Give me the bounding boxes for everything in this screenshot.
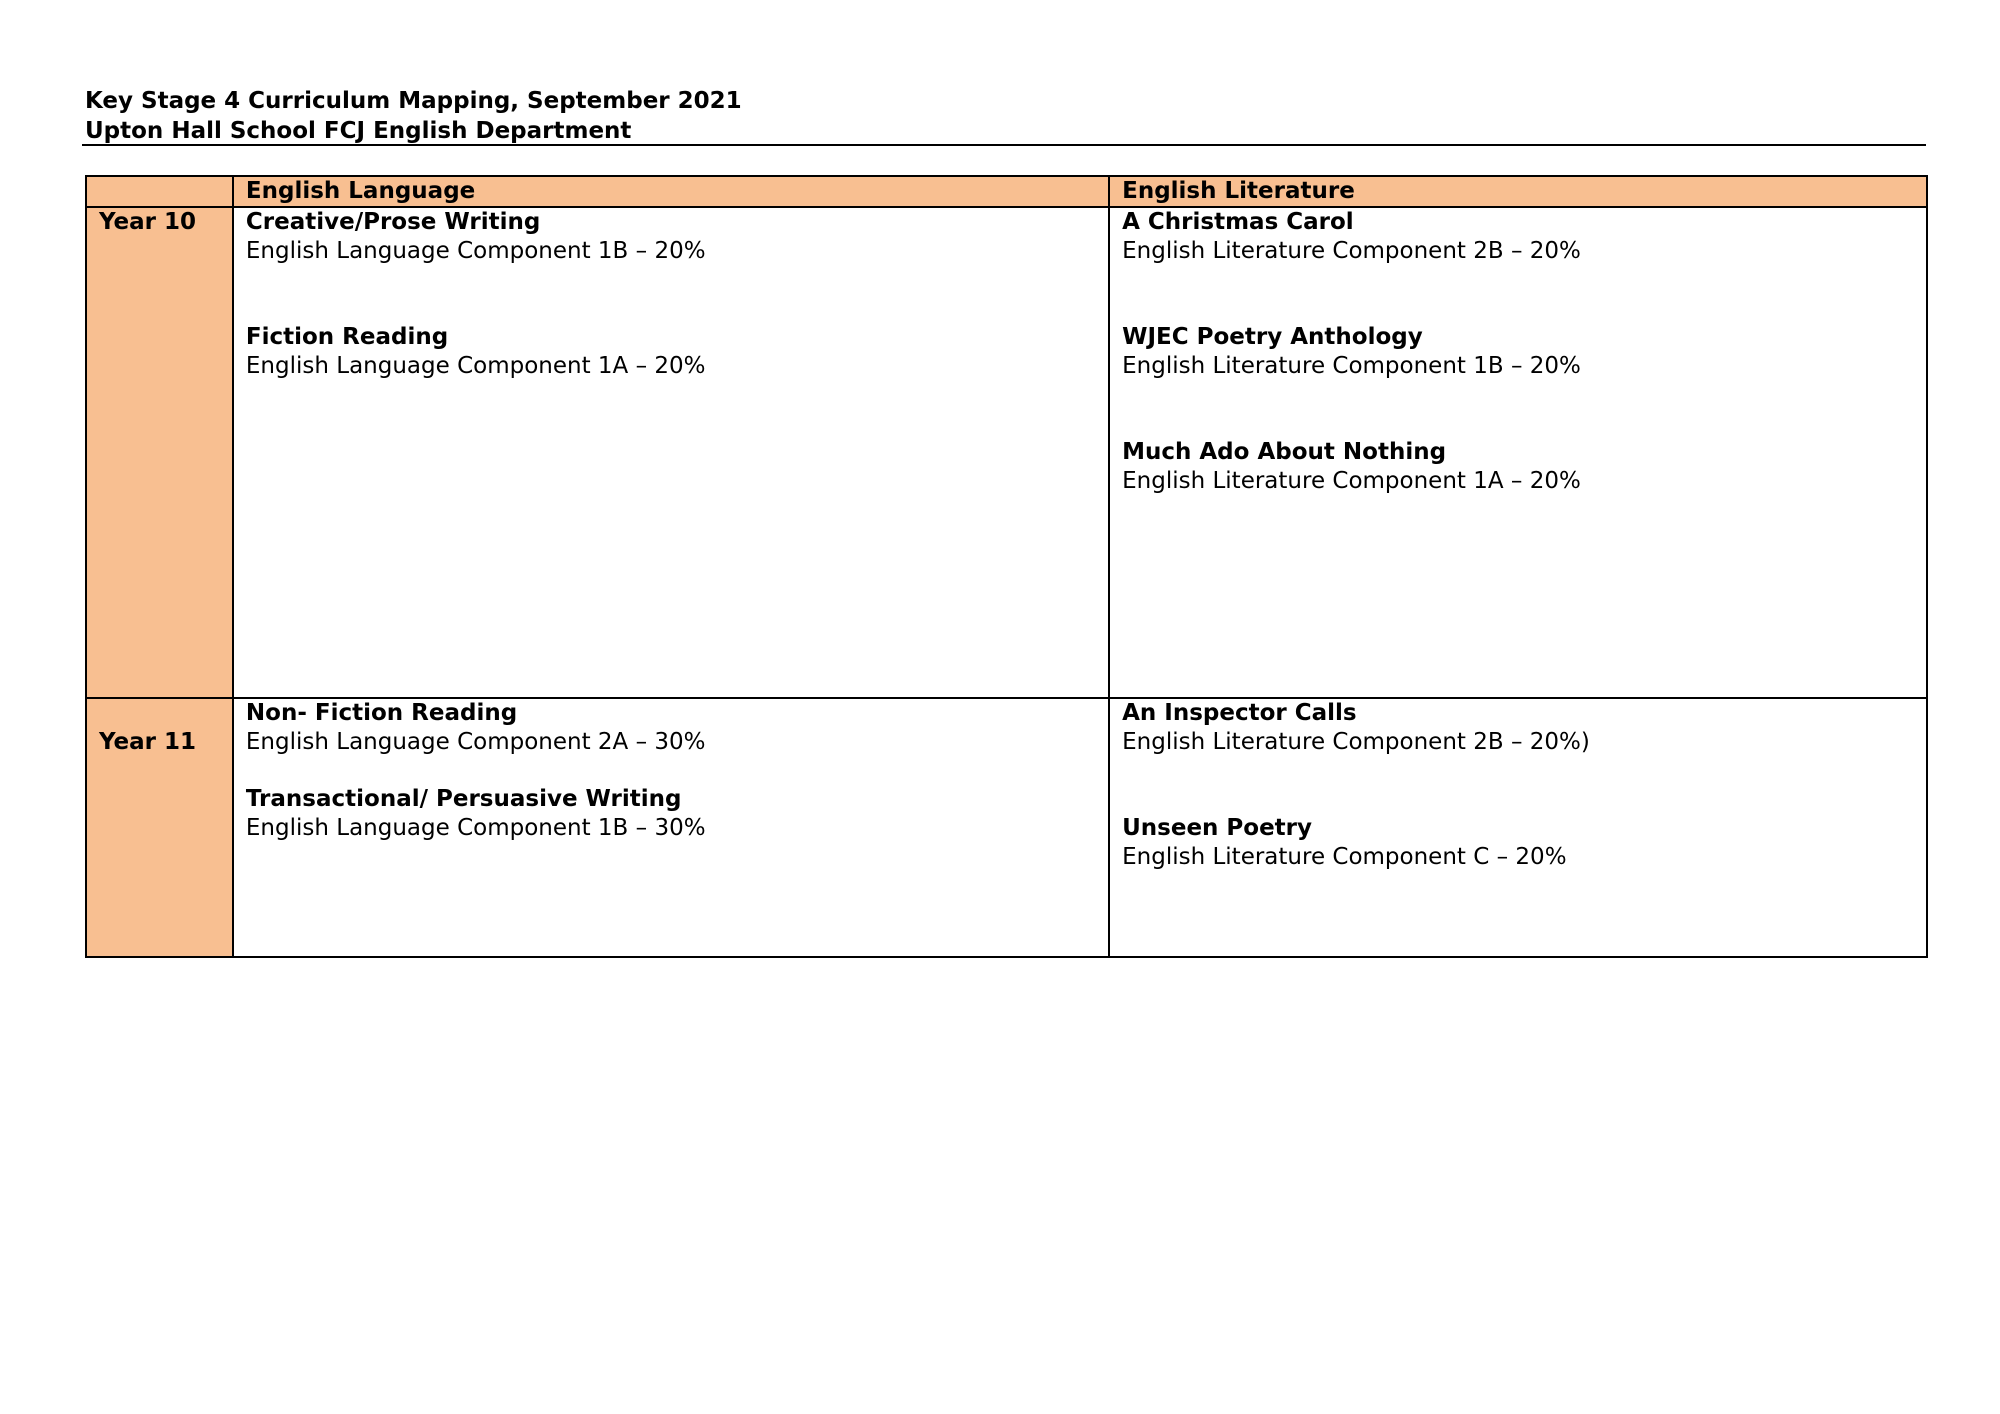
year-label: Year 11 <box>99 729 197 755</box>
curriculum-table <box>85 175 1928 958</box>
column-header-english-language: English Language <box>233 176 1109 207</box>
table-row-year-11 <box>86 698 1927 957</box>
unit-component: English Language Component 1B – 20% <box>245 238 706 264</box>
document-subtitle: Upton Hall School FCJ English Department <box>85 118 632 144</box>
unit-block <box>246 208 1096 266</box>
unit-title: Creative/Prose Writing <box>245 209 541 235</box>
literature-cell <box>1109 207 1927 698</box>
unit-block <box>246 699 1096 757</box>
language-cell <box>233 207 1109 698</box>
column-header-english-literature: English Literature <box>1109 176 1927 207</box>
year-label: Year 10 <box>99 209 197 235</box>
language-cell <box>233 698 1109 957</box>
document-title: Key Stage 4 Curriculum Mapping, September 2021 <box>85 88 742 114</box>
year-label-cell <box>86 698 233 957</box>
unit-title: Much Ado About Nothing <box>1122 439 1447 465</box>
unit-block <box>1122 208 1914 266</box>
unit-title: Non- Fiction Reading <box>245 700 518 726</box>
unit-title: Unseen Poetry <box>1122 815 1313 841</box>
header-divider <box>82 144 1926 146</box>
unit-title: An Inspector Calls <box>1122 700 1357 726</box>
unit-component: English Language Component 1A – 20% <box>245 353 706 379</box>
unit-component: English Language Component 2A – 30% <box>245 729 706 755</box>
table-header-row <box>86 176 1927 207</box>
unit-title: Transactional/ Persuasive Writing <box>245 786 682 812</box>
literature-cell <box>1109 698 1927 957</box>
unit-block <box>1122 323 1914 381</box>
document-header <box>85 86 1925 146</box>
unit-component: English Language Component 1B – 30% <box>245 815 706 841</box>
unit-title: WJEC Poetry Anthology <box>1122 324 1423 350</box>
unit-component: English Literature Component 2B – 20% <box>1122 238 1581 264</box>
table-row-year-10 <box>86 207 1927 698</box>
unit-block <box>1122 438 1914 496</box>
unit-block <box>1122 814 1914 872</box>
unit-block <box>246 323 1096 381</box>
unit-title: A Christmas Carol <box>1122 209 1354 235</box>
unit-block <box>246 785 1096 843</box>
unit-component: English Literature Component 2B – 20%) <box>1122 729 1590 755</box>
unit-component: English Literature Component 1A – 20% <box>1122 468 1581 494</box>
column-header-year <box>86 176 233 207</box>
year-label-cell <box>86 207 233 698</box>
unit-title: Fiction Reading <box>245 324 449 350</box>
unit-block <box>1122 699 1914 757</box>
unit-component: English Literature Component C – 20% <box>1122 844 1567 870</box>
unit-component: English Literature Component 1B – 20% <box>1122 353 1581 379</box>
